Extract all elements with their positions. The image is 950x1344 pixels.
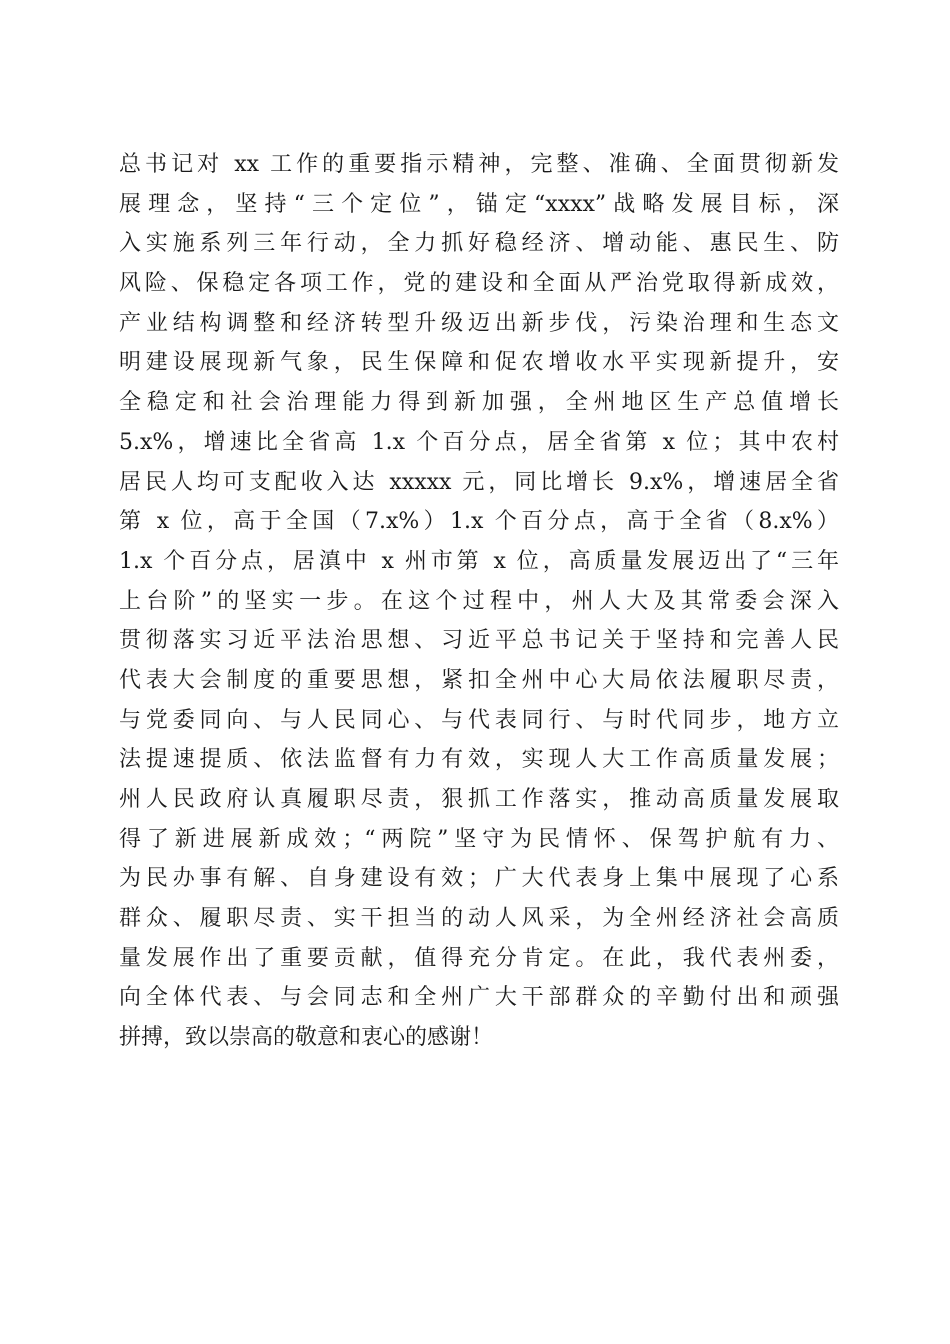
- text-line: 拼搏，致以崇高的敬意和衷心的感谢！: [119, 1025, 494, 1051]
- text-line: 上台阶”的坚实一步。在这个过程中，州人大及其常委会深入: [119, 588, 839, 614]
- text-line: 法提速提质、依法监督有力有效，实现人大工作高质量发展；: [119, 747, 839, 773]
- text-line: 入实施系列三年行动，全力抓好稳经济、增动能、惠民生、防: [119, 231, 839, 257]
- text-line: 第 x 位，高于全国（7.x%）1.x 个百分点，高于全省（8.x%）: [119, 509, 839, 535]
- text-line: 与党委同向、与人民同心、与代表同行、与时代同步，地方立: [119, 707, 839, 733]
- text-line: 全稳定和社会治理能力得到新加强，全州地区生产总值增长: [119, 390, 839, 416]
- text-line: 展理念，坚持“三个定位”，锚定“xxxx”战略发展目标，深: [119, 191, 839, 217]
- text-line: 代表大会制度的重要思想，紧扣全州中心大局依法履职尽责，: [119, 667, 839, 693]
- text-line: 风险、保稳定各项工作，党的建设和全面从严治党取得新成效，: [119, 271, 839, 297]
- text-line: 1.x 个百分点，居滇中 x 州市第 x 位，高质量发展迈出了“三年: [119, 548, 839, 574]
- text-line: 总书记对 xx 工作的重要指示精神，完整、准确、全面贯彻新发: [119, 152, 839, 177]
- text-line: 向全体代表、与会同志和全州广大干部群众的辛勤付出和顽强: [119, 985, 839, 1011]
- text-line: 产业结构调整和经济转型升级迈出新步伐，污染治理和生态文: [119, 310, 839, 336]
- text-line: 群众、履职尽责、实干担当的动人风采，为全州经济社会高质: [119, 906, 839, 932]
- text-line: 得了新进展新成效；“两院”坚守为民情怀、保驾护航有力、: [119, 826, 839, 852]
- text-line: 5.x%，增速比全省高 1.x 个百分点，居全省第 x 位；其中农村: [119, 429, 839, 455]
- text-line: 州人民政府认真履职尽责，狠抓工作落实，推动高质量发展取: [119, 787, 839, 812]
- text-line: 为民办事有解、自身建设有效；广大代表身上集中展现了心系: [119, 866, 839, 892]
- text-line: 贯彻落实习近平法治思想、习近平总书记关于坚持和完善人民: [119, 628, 839, 654]
- body-paragraph: [119, 145, 839, 1058]
- text-line: 居民人均可支配收入达 xxxxx 元，同比增长 9.x%，增速居全省: [119, 469, 839, 495]
- text-line: 明建设展现新气象，民生保障和促农增收水平实现新提升，安: [119, 350, 839, 376]
- text-line: 量发展作出了重要贡献，值得充分肯定。在此，我代表州委，: [119, 945, 839, 971]
